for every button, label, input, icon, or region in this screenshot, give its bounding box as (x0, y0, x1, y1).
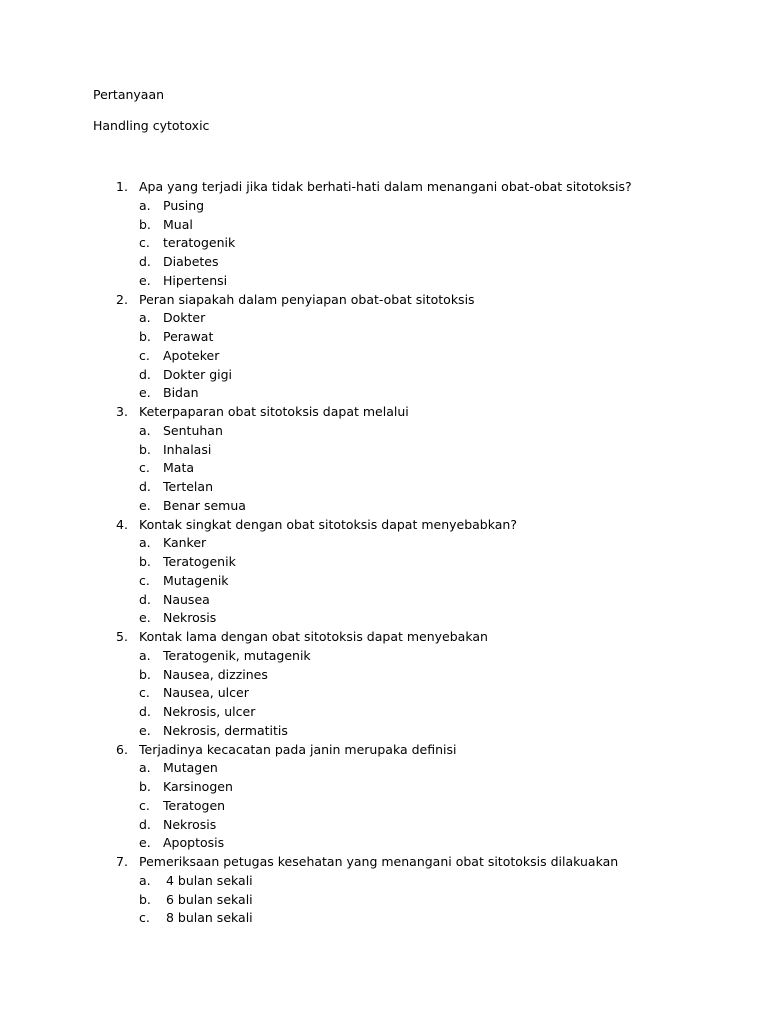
option-row (0, 872, 768, 891)
option-text: Nekrosis (163, 610, 217, 626)
option-row (0, 759, 768, 778)
option-text: Apoteker (163, 347, 220, 363)
option-text: Karsinogen (163, 779, 233, 794)
option-text: Mutagen (163, 760, 218, 776)
question-number: 2. (116, 291, 128, 307)
option-letter: e. (139, 722, 151, 738)
option-row (0, 609, 768, 628)
option-letter: d. (139, 816, 151, 832)
option-letter: b. (139, 891, 151, 907)
option-row (0, 478, 768, 497)
question-number: 3. (116, 404, 128, 419)
option-text: Pusing (163, 197, 205, 213)
option-text: Dokter (163, 310, 206, 326)
option-row (0, 253, 768, 272)
question-number: 4. (116, 516, 128, 532)
option-row (0, 216, 768, 235)
option-letter: a. (139, 535, 151, 551)
option-row (0, 703, 768, 722)
option-text: 4 bulan sekali (166, 872, 253, 888)
option-row (0, 366, 768, 385)
question-list (0, 178, 768, 928)
option-row (0, 891, 768, 910)
option-letter: b. (139, 666, 151, 682)
option-letter: c. (139, 685, 150, 701)
option-text: Tertelan (163, 479, 213, 494)
option-letter: e. (139, 835, 151, 851)
option-text: Nekrosis, dermatitis (163, 722, 288, 738)
option-row (0, 197, 768, 216)
option-row (0, 778, 768, 797)
question-number: 6. (116, 741, 128, 757)
option-text: Mata (163, 460, 195, 476)
question-text: Keterpaparan obat sitotoksis dapat melalui (139, 404, 409, 419)
option-letter: e. (139, 610, 151, 626)
option-text: Inhalasi (163, 441, 212, 457)
option-text: Nekrosis, ulcer (163, 704, 256, 719)
option-letter: c. (139, 910, 150, 926)
option-row (0, 572, 768, 591)
option-letter: c. (139, 460, 150, 476)
option-letter: a. (139, 310, 151, 326)
option-row (0, 909, 768, 928)
question-row (0, 853, 768, 872)
option-row (0, 272, 768, 291)
question-row (0, 178, 768, 197)
option-letter: c. (139, 572, 150, 588)
question-text: Pemeriksaan petugas kesehatan yang menangani obat sitotoksis dilakuakan (139, 854, 619, 869)
option-row (0, 647, 768, 666)
option-text: Apoptosis (163, 835, 225, 851)
question-text: Peran siapakah dalam penyiapan obat-obat sitotoksis (139, 291, 475, 307)
option-text: Bidan (163, 385, 199, 401)
option-letter: b. (139, 441, 151, 457)
option-text: Teratogenik, mutagenik (163, 647, 311, 663)
option-row (0, 591, 768, 610)
question-row (0, 291, 768, 310)
option-letter: c. (139, 235, 150, 251)
option-text: Nekrosis (163, 816, 217, 832)
option-text: Teratogen (163, 797, 226, 813)
question-text: Kontak singkat dengan obat sitotoksis dapat menyebabkan? (139, 516, 517, 532)
question-number: 7. (116, 854, 128, 869)
option-text: Diabetes (163, 254, 219, 269)
option-row (0, 234, 768, 253)
option-letter: a. (139, 872, 151, 888)
option-letter: b. (139, 329, 151, 344)
option-letter: d. (139, 254, 151, 269)
option-letter: c. (139, 347, 150, 363)
option-text: Kanker (163, 535, 207, 551)
option-letter: d. (139, 704, 151, 719)
option-row (0, 347, 768, 366)
option-letter: b. (139, 216, 151, 232)
question-row (0, 628, 768, 647)
document-subtitle: Handling cytotoxic (93, 118, 210, 133)
option-letter: a. (139, 197, 151, 213)
option-row (0, 309, 768, 328)
option-row (0, 553, 768, 572)
option-letter: d. (139, 479, 151, 494)
question-row (0, 741, 768, 760)
option-text: Dokter gigi (163, 366, 233, 382)
question-row (0, 403, 768, 422)
option-text: Nausea, dizzines (163, 666, 268, 682)
question-text: Terjadinya kecacatan pada janin merupaka definisi (139, 741, 457, 757)
option-text: Teratogenik (163, 554, 236, 569)
option-text: teratogenik (163, 235, 236, 251)
option-row (0, 684, 768, 703)
option-text: 8 bulan sekali (166, 910, 253, 926)
option-text: Mual (163, 216, 193, 232)
document-title: Pertanyaan (93, 87, 165, 102)
option-row (0, 722, 768, 741)
option-letter: b. (139, 779, 151, 794)
option-letter: a. (139, 647, 151, 663)
option-letter: e. (139, 497, 151, 513)
option-text: Benar semua (163, 497, 246, 513)
question-text: Kontak lama dengan obat sitotoksis dapat menyebakan (139, 629, 488, 644)
option-text: 6 bulan sekali (166, 891, 253, 907)
option-text: Nausea (163, 591, 210, 607)
option-letter: e. (139, 385, 151, 401)
question-number: 1. (116, 179, 128, 194)
option-letter: d. (139, 591, 151, 607)
option-row (0, 797, 768, 816)
option-text: Hipertensi (163, 272, 228, 288)
question-number: 5. (116, 629, 128, 644)
option-row (0, 328, 768, 347)
option-text: Nausea, ulcer (163, 685, 249, 701)
option-row (0, 459, 768, 478)
option-row (0, 834, 768, 853)
option-row (0, 422, 768, 441)
option-letter: e. (139, 272, 151, 288)
option-row (0, 666, 768, 685)
option-text: Perawat (163, 329, 214, 344)
question-row (0, 516, 768, 535)
option-row (0, 384, 768, 403)
option-letter: a. (139, 760, 151, 776)
option-letter: b. (139, 554, 151, 569)
option-row (0, 816, 768, 835)
option-text: Mutagenik (163, 572, 229, 588)
option-letter: c. (139, 797, 150, 813)
option-row (0, 497, 768, 516)
question-text: Apa yang terjadi jika tidak berhati-hati dalam menangani obat-obat sitotoksis? (139, 179, 632, 194)
option-text: Sentuhan (163, 422, 223, 438)
option-letter: d. (139, 366, 151, 382)
option-row (0, 441, 768, 460)
option-row (0, 534, 768, 553)
option-letter: a. (139, 422, 151, 438)
